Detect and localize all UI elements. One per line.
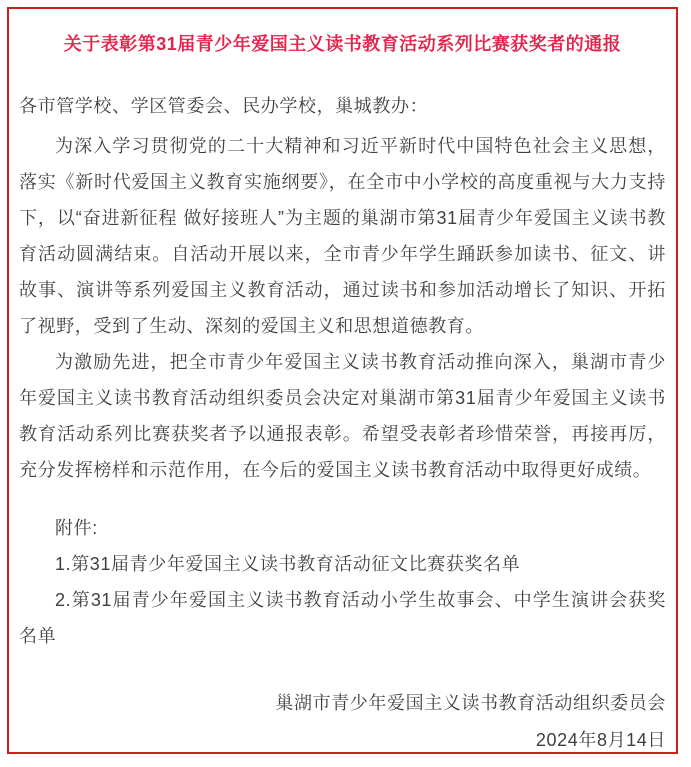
attachments-label: 附件:: [55, 518, 98, 538]
attachments-section: [19, 510, 666, 654]
salutation-line: 各市管学校、学区管委会、民办学校，巢城教办：: [19, 96, 429, 116]
attachment-item-story-speech-contest: 2.第31届青少年爱国主义读书教育活动小学生故事会、中学生演讲会获奖名单: [19, 590, 666, 646]
signature-date: 2024年8月14日: [535, 730, 666, 750]
notice-document: [7, 7, 678, 754]
attachment-item-essay-contest: 1.第31届青少年爱国主义读书教育活动征文比赛获奖名单: [55, 554, 521, 574]
signature-organization: 巢湖市青少年爱国主义读书教育活动组织委员会: [275, 693, 666, 713]
paragraph-background: 为深入学习贯彻党的二十大精神和习近平新时代中国特色社会主义思想，落实《新时代爱国主义教育实施纲要》，在全市中小学校的高度重视与大力支持下，以“奋进新征程 做好接班人”为主题的巢湖市第31届青少年爱国主义读书教育活动圆满结束。自活动开展以来，全市青少年学生踊跃参加读书、征文、讲故事、演讲等系列爱国主义教育活动，通过读书和参加活动增长了知识、开拓了视野，受到了生动、深刻的爱国主义和思想道德教育。: [19, 136, 666, 336]
paragraph-commendation: 为激励先进，把全市青少年爱国主义读书教育活动推向深入，巢湖市青少年爱国主义读书教育活动组织委员会决定对巢湖市第31届青少年爱国主义读书教育活动系列比赛获奖者予以通报表彰。希望受表彰者珍惜荣誉，再接再厉，充分发挥榜样和示范作用，在今后的爱国主义读书教育活动中取得更好成绩。: [19, 352, 666, 480]
notice-title: 关于表彰第31届青少年爱国主义读书教育活动系列比赛获奖者的通报: [63, 34, 622, 54]
